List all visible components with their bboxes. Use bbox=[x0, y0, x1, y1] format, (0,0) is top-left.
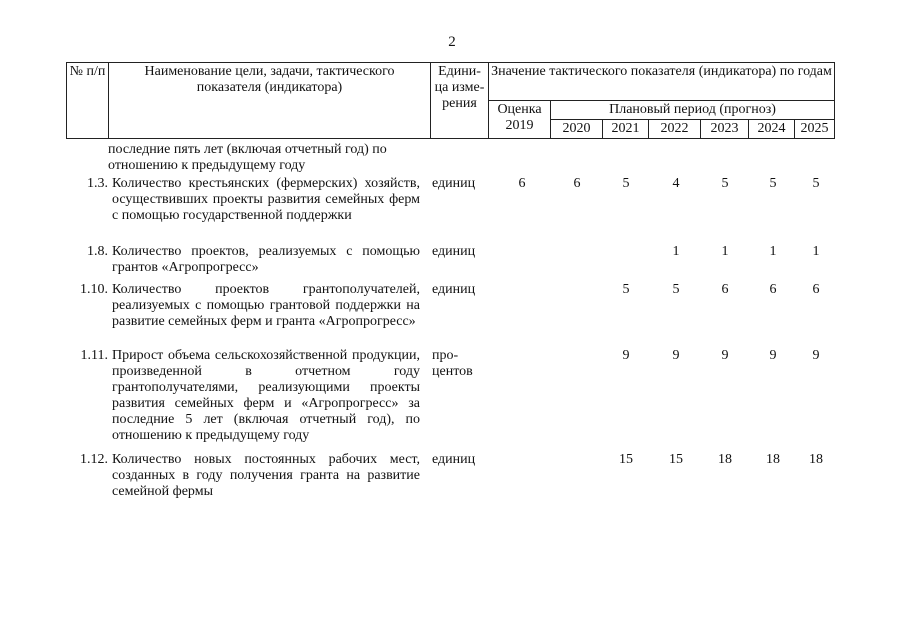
row-number: 1.12. bbox=[80, 452, 108, 467]
row-value: 6 bbox=[573, 176, 581, 191]
row-value: 9 bbox=[721, 348, 729, 363]
row-name: Количество проектов грантополучателей, реализуемых с помощью грантовой поддержки на развитие семейных ферм и гранта «Агропрогресс» bbox=[112, 282, 420, 329]
row-value: 1 bbox=[812, 244, 820, 259]
table-row bbox=[66, 282, 842, 348]
row-value: 1 bbox=[672, 244, 680, 259]
row-number: 1.8. bbox=[87, 244, 108, 259]
row-value: 1 bbox=[769, 244, 777, 259]
row-value: 6 bbox=[812, 282, 820, 297]
table-header bbox=[66, 62, 835, 139]
table-row bbox=[66, 348, 842, 452]
header-unit: Едини-ца изме-рения bbox=[431, 63, 489, 139]
row-value: 9 bbox=[622, 348, 630, 363]
row-value: 9 bbox=[812, 348, 820, 363]
row-value: 9 bbox=[769, 348, 777, 363]
header-estimate: Оценка 2019 bbox=[489, 101, 551, 139]
row-name: Прирост объема сельскохозяйственной продукции, произведенной в отчетном году грантополучателями, реализующими проекты развития семейных ферм и «Агропрогресс» за последние 5 лет (включая отчетный год), по отношению к предыдущему году bbox=[112, 348, 420, 443]
row-name: Количество крестьянских (фермерских) хозяйств, осуществивших проекты развития семейных ферм с помощью государственной поддержки bbox=[112, 176, 420, 223]
table-row bbox=[66, 244, 842, 282]
row-value: 5 bbox=[622, 176, 630, 191]
table-row bbox=[66, 176, 842, 244]
row-value: 5 bbox=[769, 176, 777, 191]
row-value: 1 bbox=[721, 244, 729, 259]
row-value: 18 bbox=[766, 452, 780, 467]
row-unit: про-центов bbox=[432, 348, 473, 379]
row-value: 5 bbox=[812, 176, 820, 191]
row-number: 1.11. bbox=[80, 348, 108, 363]
row-unit: единиц bbox=[432, 452, 476, 467]
row-unit: единиц bbox=[432, 282, 476, 297]
header-name: Наименование цели, задачи, тактического показателя (индикатора) bbox=[109, 63, 431, 139]
row-value: 5 bbox=[622, 282, 630, 297]
header-year: 2020 bbox=[551, 120, 603, 139]
row-unit: единиц bbox=[432, 244, 476, 259]
header-year: 2022 bbox=[649, 120, 701, 139]
header-number: № п/п bbox=[67, 63, 109, 139]
header-value: Значение тактического показателя (индикатора) по годам bbox=[489, 63, 835, 101]
row-number: 1.3. bbox=[87, 176, 108, 191]
header-year: 2025 bbox=[795, 120, 835, 139]
table-row bbox=[66, 452, 842, 502]
row-value: 5 bbox=[721, 176, 729, 191]
row-name: Количество новых постоянных рабочих мест, созданных в году получения гранта на развитие семейной фермы bbox=[112, 452, 420, 499]
row-value: 6 bbox=[518, 176, 526, 191]
row-unit: единиц bbox=[432, 176, 476, 191]
row-value: 9 bbox=[672, 348, 680, 363]
row-value: 6 bbox=[721, 282, 729, 297]
header-year: 2024 bbox=[749, 120, 795, 139]
continuation-text: последние пять лет (включая отчетный год) по отношению к предыдущему году bbox=[108, 142, 387, 173]
row-number: 1.10. bbox=[80, 282, 108, 297]
row-value: 18 bbox=[809, 452, 823, 467]
row-value: 15 bbox=[619, 452, 633, 467]
header-year: 2021 bbox=[603, 120, 649, 139]
row-name: Количество проектов, реализуемых с помощью грантов «Агропрогресс» bbox=[112, 244, 420, 275]
row-value: 6 bbox=[769, 282, 777, 297]
row-value: 4 bbox=[672, 176, 680, 191]
row-value: 15 bbox=[669, 452, 683, 467]
row-value: 18 bbox=[718, 452, 732, 467]
row-value: 5 bbox=[672, 282, 680, 297]
page-number: 2 bbox=[448, 34, 456, 50]
table-row bbox=[66, 142, 842, 176]
table-body bbox=[66, 142, 842, 502]
header-year: 2023 bbox=[701, 120, 749, 139]
header-plan: Плановый период (прогноз) bbox=[551, 101, 835, 120]
